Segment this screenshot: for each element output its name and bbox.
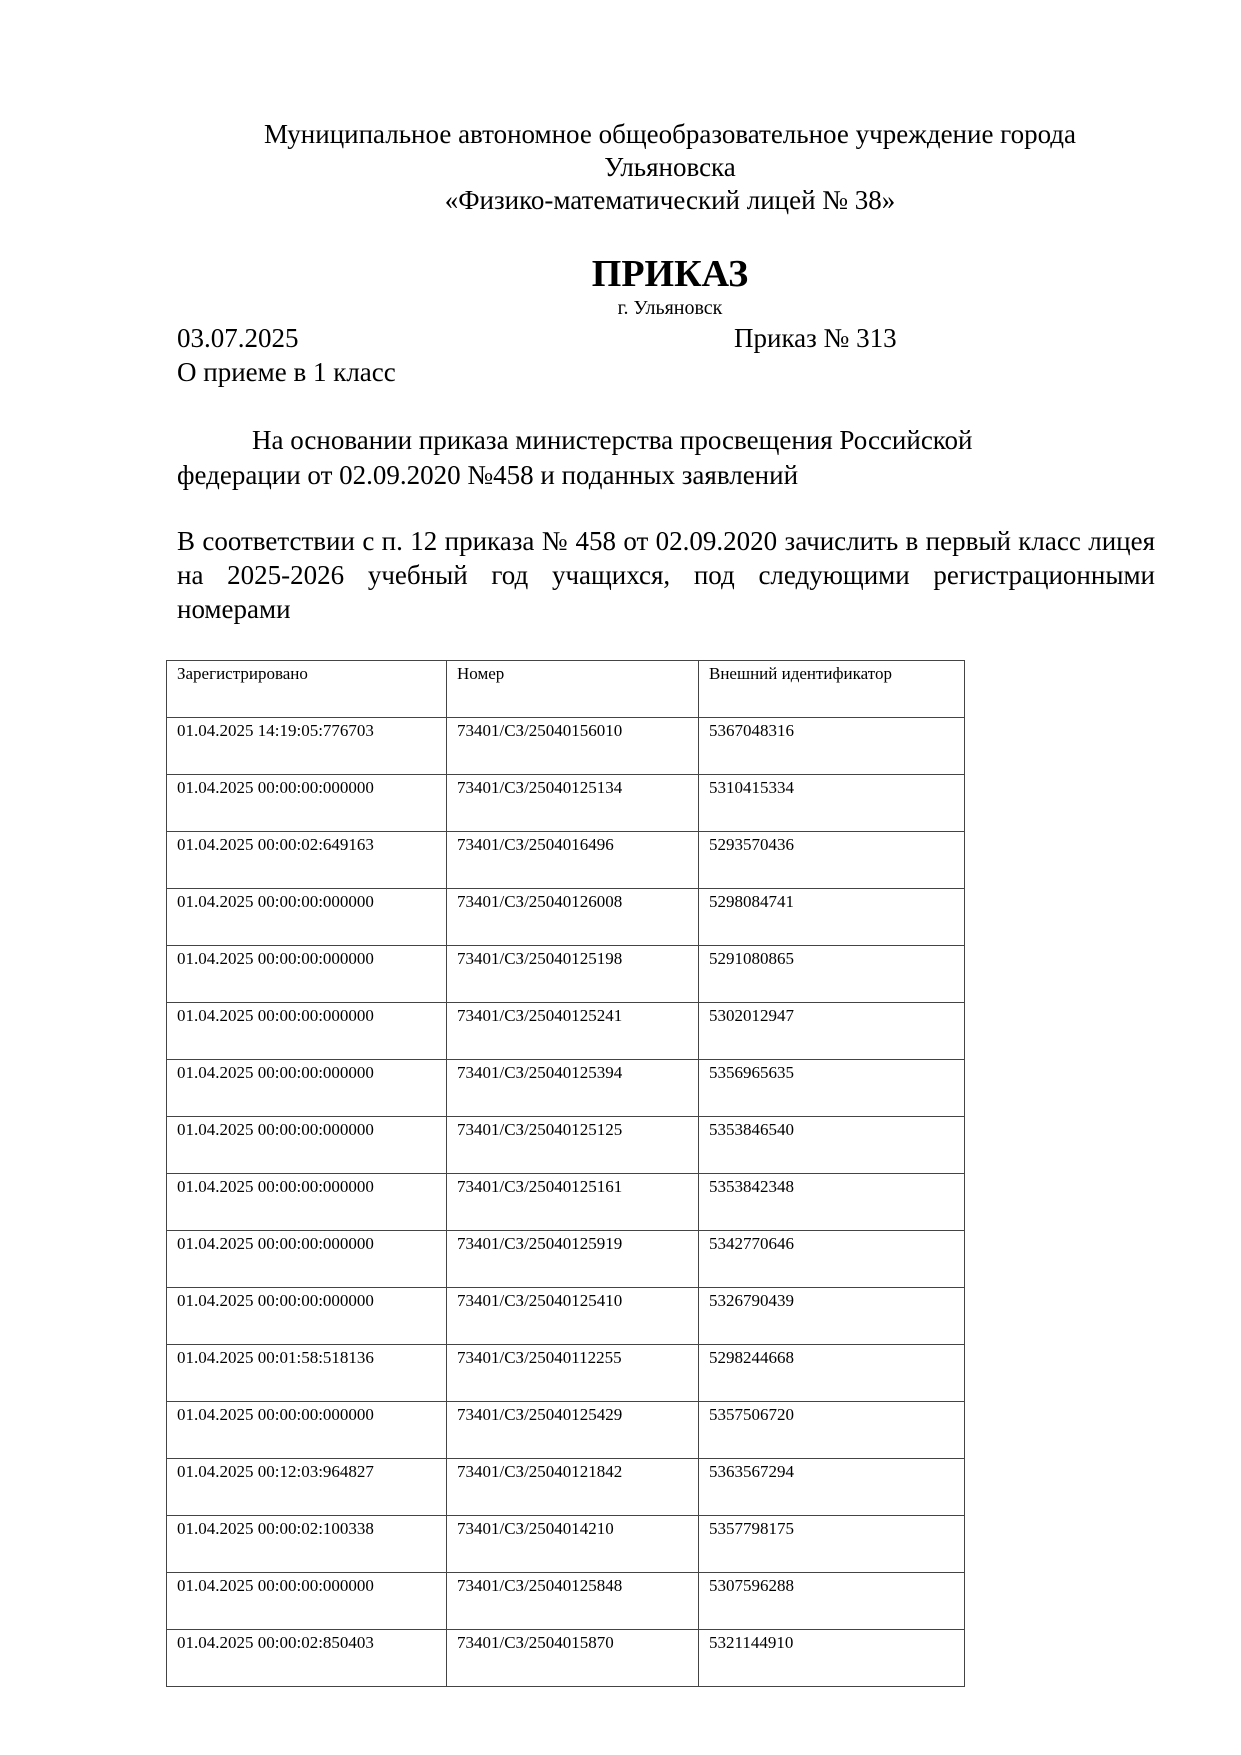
document-title: ПРИКАЗ [591, 253, 749, 295]
cell-registered: 01.04.2025 00:00:00:000000 [167, 1402, 447, 1459]
table-body [167, 718, 965, 1687]
cell-registered: 01.04.2025 00:00:02:850403 [167, 1630, 447, 1687]
table-row [167, 1516, 965, 1573]
cell-external-id: 5302012947 [699, 1003, 965, 1060]
cell-number: 73401/СЗ/25040125161 [447, 1174, 699, 1231]
cell-number: 73401/СЗ/25040125198 [447, 946, 699, 1003]
column-header-number: Номер [447, 661, 699, 718]
table-row [167, 1573, 965, 1630]
cell-external-id: 5342770646 [699, 1231, 965, 1288]
cell-number: 73401/СЗ/25040121842 [447, 1459, 699, 1516]
table-row [167, 1288, 965, 1345]
cell-registered: 01.04.2025 14:19:05:776703 [167, 718, 447, 775]
column-header-external-id: Внешний идентификатор [699, 661, 965, 718]
cell-external-id: 5293570436 [699, 832, 965, 889]
cell-number: 73401/СЗ/2504014210 [447, 1516, 699, 1573]
order-date: 03.07.2025 [177, 323, 299, 353]
order-basis-paragraph: На основании приказа министерства просвещения Российской федерации от 02.09.2020 №458 и поданных заявлений [177, 425, 973, 490]
cell-number: 73401/СЗ/25040125919 [447, 1231, 699, 1288]
cell-registered: 01.04.2025 00:00:00:000000 [167, 1288, 447, 1345]
cell-external-id: 5367048316 [699, 718, 965, 775]
table-row [167, 1174, 965, 1231]
cell-external-id: 5298084741 [699, 889, 965, 946]
cell-number: 73401/СЗ/25040125429 [447, 1402, 699, 1459]
cell-registered: 01.04.2025 00:12:03:964827 [167, 1459, 447, 1516]
table-row [167, 946, 965, 1003]
cell-external-id: 5353846540 [699, 1117, 965, 1174]
order-subject: О приеме в 1 класс [177, 357, 396, 387]
cell-number: 73401/СЗ/25040125241 [447, 1003, 699, 1060]
table-row [167, 889, 965, 946]
cell-external-id: 5357506720 [699, 1402, 965, 1459]
cell-registered: 01.04.2025 00:00:00:000000 [167, 1003, 447, 1060]
table-row [167, 1003, 965, 1060]
registration-table [166, 660, 965, 1687]
institution-line-3: «Физико-математический лицей № 38» [444, 185, 896, 215]
table-row [167, 1630, 965, 1687]
order-number: Приказ № 313 [734, 323, 897, 353]
table-row [167, 1402, 965, 1459]
cell-number: 73401/СЗ/25040126008 [447, 889, 699, 946]
cell-number: 73401/СЗ/25040125134 [447, 775, 699, 832]
institution-header [175, 118, 1165, 217]
table-row [167, 1459, 965, 1516]
cell-number: 73401/СЗ/2504016496 [447, 832, 699, 889]
cell-registered: 01.04.2025 00:00:00:000000 [167, 1174, 447, 1231]
cell-external-id: 5321144910 [699, 1630, 965, 1687]
cell-external-id: 5307596288 [699, 1573, 965, 1630]
cell-number: 73401/СЗ/25040125125 [447, 1117, 699, 1174]
institution-line-2: Ульяновска [604, 152, 736, 182]
cell-registered: 01.04.2025 00:00:02:100338 [167, 1516, 447, 1573]
cell-registered: 01.04.2025 00:00:00:000000 [167, 946, 447, 1003]
table-row [167, 832, 965, 889]
cell-registered: 01.04.2025 00:00:00:000000 [167, 1231, 447, 1288]
cell-external-id: 5298244668 [699, 1345, 965, 1402]
cell-external-id: 5291080865 [699, 946, 965, 1003]
table-row [167, 718, 965, 775]
document-city: г. Ульяновск [617, 297, 723, 319]
cell-number: 73401/СЗ/25040156010 [447, 718, 699, 775]
table-row [167, 1117, 965, 1174]
cell-external-id: 5363567294 [699, 1459, 965, 1516]
table-row [167, 1345, 965, 1402]
cell-registered: 01.04.2025 00:00:00:000000 [167, 889, 447, 946]
cell-registered: 01.04.2025 00:00:00:000000 [167, 1573, 447, 1630]
cell-number: 73401/СЗ/25040112255 [447, 1345, 699, 1402]
cell-external-id: 5326790439 [699, 1288, 965, 1345]
institution-line-1: Муниципальное автономное общеобразовательное учреждение города [263, 119, 1077, 149]
cell-external-id: 5353842348 [699, 1174, 965, 1231]
table-row [167, 775, 965, 832]
column-header-registered: Зарегистрировано [167, 661, 447, 718]
order-resolution-paragraph: В соответствии с п. 12 приказа № 458 от 02.09.2020 зачислить в первый класс лицея на 2025-2026 учебный год учащихся, под следующими регистрационными номерами [177, 526, 1155, 624]
cell-external-id: 5357798175 [699, 1516, 965, 1573]
cell-number: 73401/СЗ/25040125410 [447, 1288, 699, 1345]
cell-registered: 01.04.2025 00:01:58:518136 [167, 1345, 447, 1402]
cell-number: 73401/СЗ/25040125394 [447, 1060, 699, 1117]
cell-registered: 01.04.2025 00:00:00:000000 [167, 775, 447, 832]
table-row [167, 1231, 965, 1288]
cell-external-id: 5310415334 [699, 775, 965, 832]
cell-registered: 01.04.2025 00:00:02:649163 [167, 832, 447, 889]
cell-number: 73401/СЗ/25040125848 [447, 1573, 699, 1630]
table-row [167, 1060, 965, 1117]
cell-registered: 01.04.2025 00:00:00:000000 [167, 1117, 447, 1174]
cell-number: 73401/СЗ/2504015870 [447, 1630, 699, 1687]
table-header-row [167, 661, 965, 718]
cell-registered: 01.04.2025 00:00:00:000000 [167, 1060, 447, 1117]
cell-external-id: 5356965635 [699, 1060, 965, 1117]
